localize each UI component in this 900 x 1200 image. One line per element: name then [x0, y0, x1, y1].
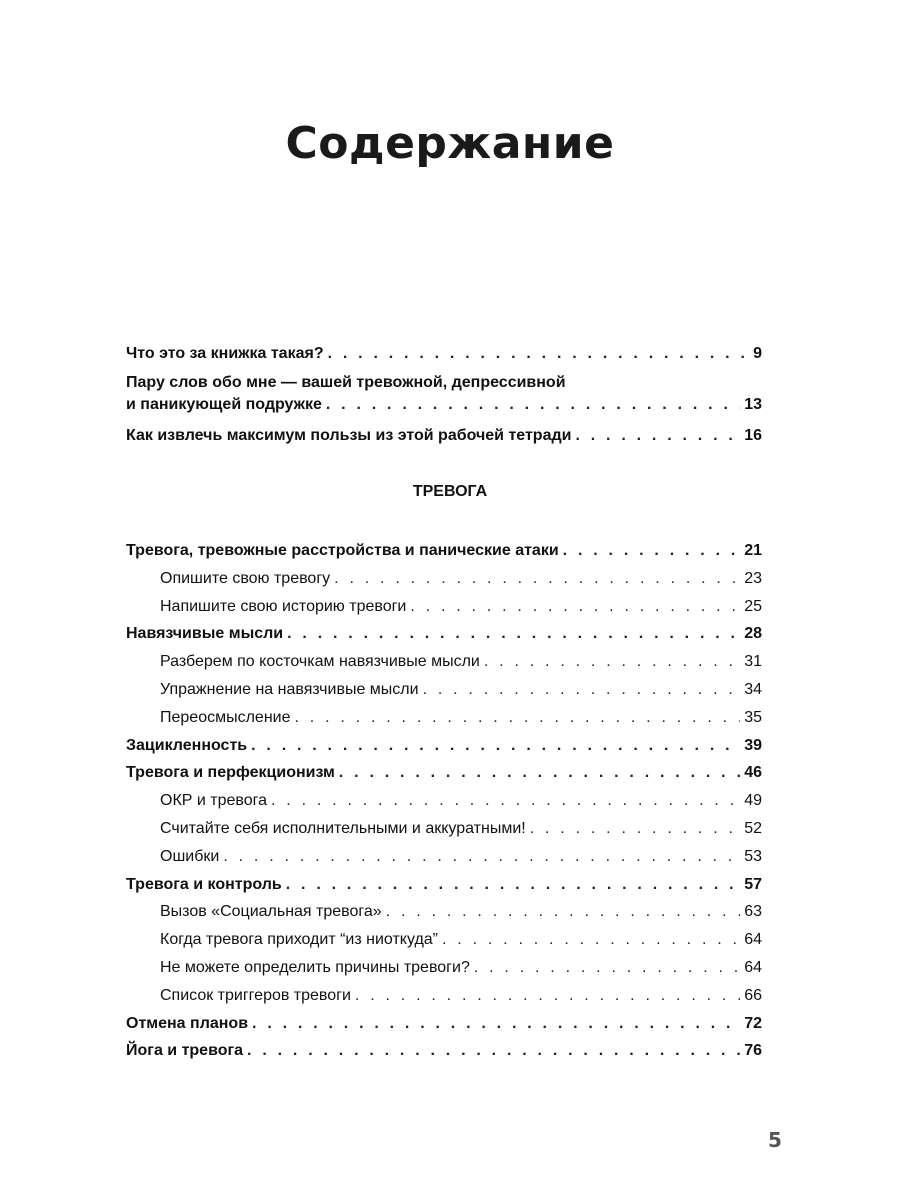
- dot-leader: [474, 958, 740, 978]
- dot-leader: [252, 1014, 740, 1034]
- toc-entry-title: Когда тревога приходит “из ниоткуда”: [160, 931, 439, 948]
- toc-entry-title: Отмена планов: [126, 1015, 249, 1032]
- toc-entry-page: 52: [744, 820, 762, 837]
- dot-leader: [328, 344, 750, 364]
- dot-leader: [563, 541, 741, 561]
- toc-entry-title: Навязчивые мысли: [126, 625, 284, 642]
- toc-subentry[interactable]: [126, 569, 762, 589]
- toc-entry[interactable]: [126, 736, 762, 756]
- toc-subentry[interactable]: [126, 847, 762, 867]
- toc-entry-intro-1[interactable]: [126, 344, 762, 364]
- toc-subentry[interactable]: [126, 986, 762, 1006]
- toc-entry-page: 66: [744, 987, 762, 1004]
- dot-leader: [247, 1041, 740, 1061]
- dot-leader: [223, 847, 740, 867]
- toc-entry-title: Список триггеров тревоги: [160, 987, 351, 1004]
- toc-entry-title: ОКР и тревога: [160, 792, 267, 809]
- dot-leader: [339, 763, 740, 783]
- dot-leader: [334, 569, 740, 589]
- toc-subentry[interactable]: [126, 680, 762, 700]
- toc-entry-title: Опишите свою тревогу: [160, 570, 331, 587]
- toc-entry-page: 25: [744, 598, 762, 615]
- toc-entry-title-line2: и паникующей подружке: [126, 396, 322, 413]
- toc-subentry[interactable]: [126, 930, 762, 950]
- toc-subentry[interactable]: [126, 791, 762, 811]
- toc-entry-intro-2[interactable]: [126, 374, 762, 415]
- page-title: Содержание: [285, 118, 615, 169]
- toc-entry-page: 76: [744, 1042, 762, 1059]
- toc-entry-page: 23: [744, 570, 762, 587]
- toc-entry-page: 72: [744, 1015, 762, 1032]
- toc-entry-title: Что это за книжка такая?: [126, 345, 324, 362]
- dot-leader: [530, 819, 741, 839]
- toc-entry[interactable]: [126, 763, 762, 783]
- toc-entry-title: Не можете определить причины тревоги?: [160, 959, 470, 976]
- toc-entry-title: Тревога и контроль: [126, 876, 282, 893]
- toc-subentry[interactable]: [126, 652, 762, 672]
- toc-entry-title: Зацикленность: [126, 737, 248, 754]
- toc-entry-title: Считайте себя исполнительными и аккуратными!: [160, 820, 526, 837]
- toc-entry-page: 9: [753, 345, 762, 362]
- toc-entry-title: Тревога и перфекционизм: [126, 764, 335, 781]
- toc-entry[interactable]: [126, 1041, 762, 1061]
- toc-entry-page: 57: [744, 876, 762, 893]
- dot-leader: [271, 791, 740, 811]
- toc-entry-page: 64: [744, 959, 762, 976]
- dot-leader: [442, 930, 740, 950]
- toc-entry-intro-3[interactable]: [126, 426, 762, 446]
- toc-entry-page: 16: [744, 427, 762, 444]
- dot-leader: [410, 597, 740, 617]
- toc-entry-page: 49: [744, 792, 762, 809]
- toc-subentry[interactable]: [126, 819, 762, 839]
- toc-entry-page: 28: [744, 625, 762, 642]
- toc-entry-page: 63: [744, 903, 762, 920]
- toc-entry-title: Как извлечь максимум пользы из этой рабочей тетради: [126, 427, 572, 444]
- toc-subentry[interactable]: [126, 597, 762, 617]
- toc-entry-title: Разберем по косточкам навязчивые мысли: [160, 653, 480, 670]
- toc-entry-title: Упражнение на навязчивые мысли: [160, 681, 419, 698]
- toc-entry-title: Напишите свою историю тревоги: [160, 598, 407, 615]
- toc-entry[interactable]: [126, 624, 762, 644]
- toc-entry-title: Ошибки: [160, 848, 220, 865]
- dot-leader: [575, 426, 740, 446]
- dot-leader: [423, 680, 741, 700]
- toc-subentry[interactable]: [126, 902, 762, 922]
- toc-entry-page: 34: [744, 681, 762, 698]
- toc-entry-page: 64: [744, 931, 762, 948]
- toc-entry-title: Вызов «Социальная тревога»: [160, 903, 382, 920]
- dot-leader: [287, 624, 740, 644]
- page-number: 5: [768, 1128, 782, 1152]
- toc-subentry[interactable]: [126, 958, 762, 978]
- toc-entry-title-line1: Пару слов обо мне — вашей тревожной, депрессивной: [126, 374, 566, 391]
- toc-entry-page: 39: [744, 737, 762, 754]
- toc-entry-page: 35: [744, 709, 762, 726]
- dot-leader: [355, 986, 740, 1006]
- toc-entry-title: Йога и тревога: [126, 1042, 244, 1059]
- toc-entry-page: 13: [744, 396, 762, 413]
- toc-entry[interactable]: [126, 1014, 762, 1034]
- dot-leader: [386, 902, 741, 922]
- toc-entry-title: Переосмысление: [160, 709, 291, 726]
- dot-leader: [326, 395, 740, 415]
- toc-entry-page: 53: [744, 848, 762, 865]
- dot-leader: [251, 736, 740, 756]
- dot-leader: [295, 708, 741, 728]
- toc-entry-page: 46: [744, 764, 762, 781]
- dot-leader: [286, 875, 740, 895]
- toc-entry[interactable]: [126, 541, 762, 561]
- toc-entry-page: 21: [744, 542, 762, 559]
- toc-entry-title: Тревога, тревожные расстройства и панические атаки: [126, 542, 559, 559]
- dot-leader: [484, 652, 740, 672]
- toc-entry-page: 31: [744, 653, 762, 670]
- toc-subentry[interactable]: [126, 708, 762, 728]
- section-heading: ТРЕВОГА: [412, 483, 488, 500]
- toc-entry[interactable]: [126, 875, 762, 895]
